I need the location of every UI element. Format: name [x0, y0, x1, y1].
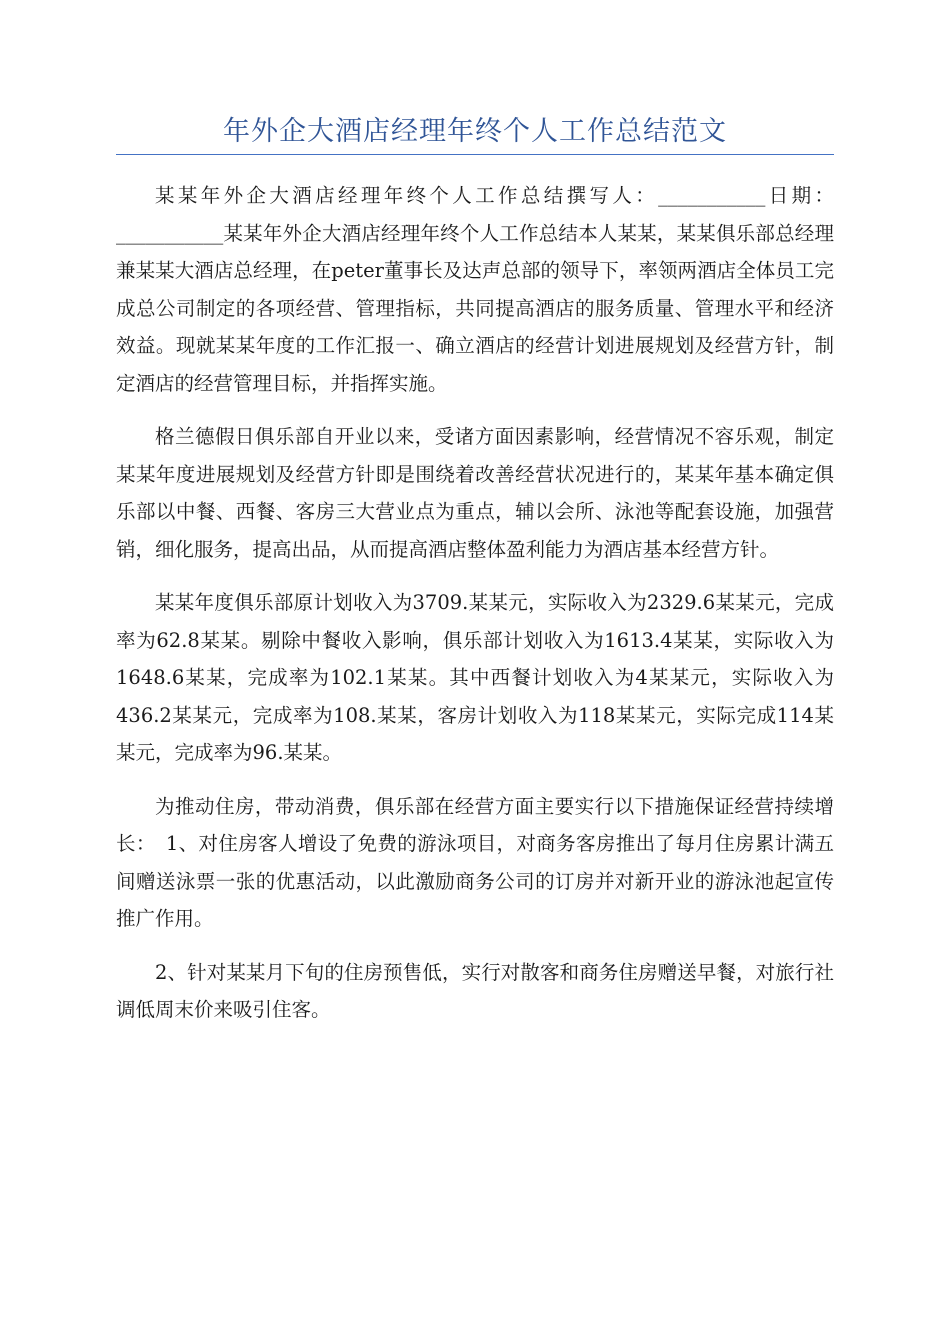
paragraph-measure-2: 2、针对某某月下旬的住房预售低，实行对散客和商务住房赠送早餐，对旅行社调低周末价来吸引住客。: [116, 960, 834, 1021]
paragraph-strategy: 格兰德假日俱乐部自开业以来，受诸方面因素影响，经营情况不容乐观，制定某某年度进展规划及经营方针即是围绕着改善经营状况进行的，某某年基本确定俱乐部以中餐、西餐、客房三大营业点为重点，辅以会所、泳池等配套设施，加强营销，细化服务，提高出品，从而提高酒店整体盈利能力为酒店基本经营方针。: [116, 425, 834, 561]
document-body: [116, 177, 834, 1045]
title-underline: [116, 154, 834, 155]
document-title: 年外企大酒店经理年终个人工作总结范文: [223, 116, 727, 147]
paragraph-measures: 为推动住房，带动消费，俱乐部在经营方面主要实行以下措施保证经营持续增长： 1、对住房客人增设了免费的游泳项目，对商务客房推出了每月住房累计满五间赠送泳票一张的优惠活动，以此激励商务公司的订房并对新开业的游泳池起宣传推广作用。: [116, 794, 834, 930]
paragraph-revenue: 某某年度俱乐部原计划收入为3709.某某元，实际收入为2329.6某某元，完成率为62.8某某。剔除中餐收入影响，俱乐部计划收入为1613.4某某，实际收入为1648.6某某，完成率为102.1某某。其中西餐计划收入为4某某元，实际收入为436.2某某元，完成率为108.某某，客房计划收入为118某某元，实际完成114某某元，完成率为96.某某。: [116, 591, 834, 764]
paragraph-intro: 某某年外企大酒店经理年终个人工作总结撰写人：___________日期：___________某某年外企大酒店经理年终个人工作总结本人某某，某某俱乐部总经理兼某某大酒店总经理，在peter董事长及达声总部的领导下，率领两酒店全体员工完成总公司制定的各项经营、管理指标，共同提高酒店的服务质量、管理水平和经济效益。现就某某年度的工作汇报一、确立酒店的经营计划进展规划及经营方针，制定酒店的经营管理目标，并指挥实施。: [116, 184, 834, 395]
